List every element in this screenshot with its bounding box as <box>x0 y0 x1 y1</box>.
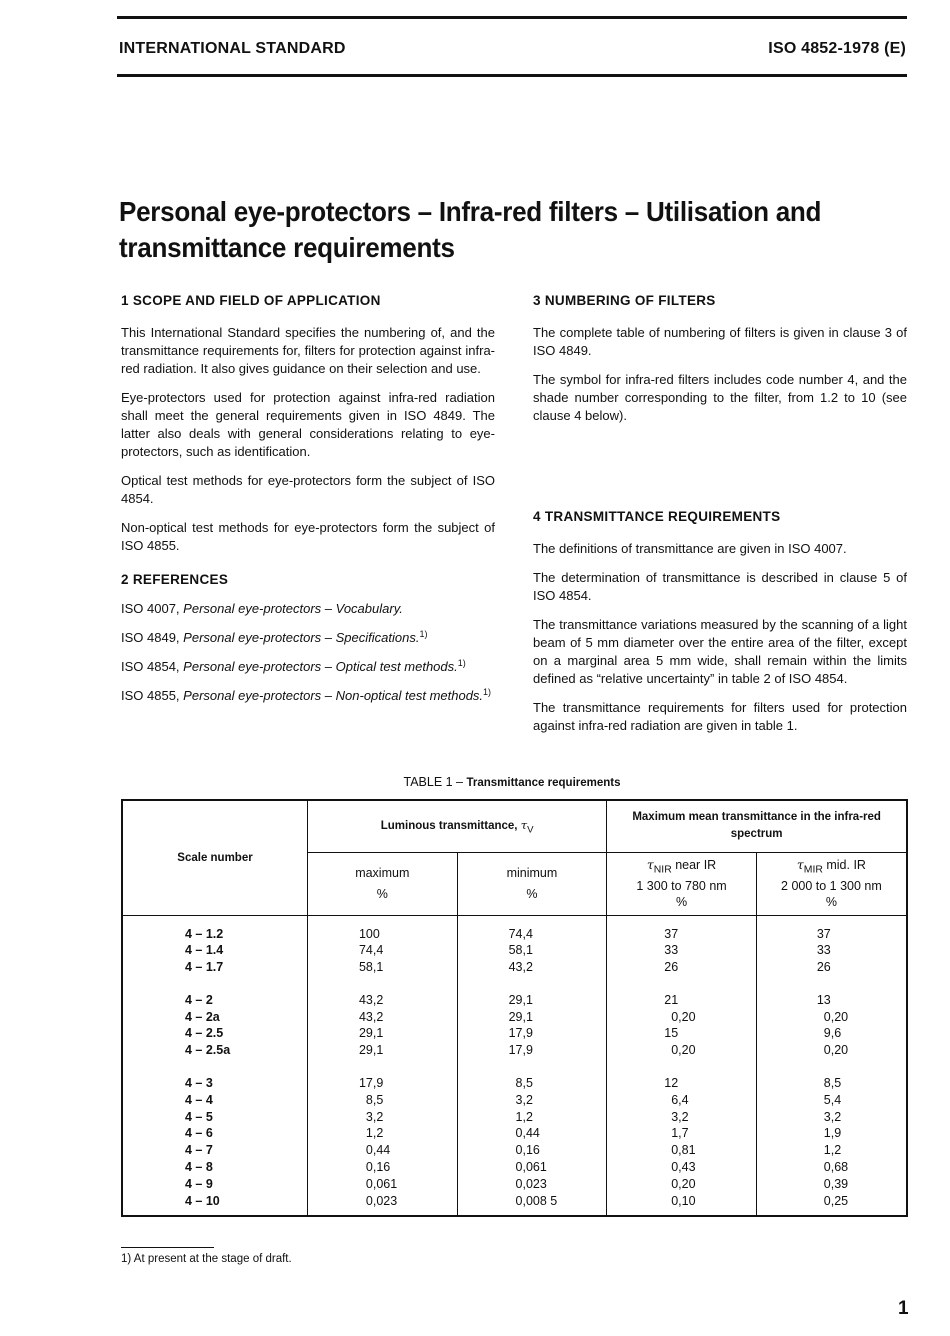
mid-ir-cell: 5,4 <box>816 1092 842 1107</box>
section-3-para-1: The complete table of numbering of filters is given in clause 3 of ISO 4849. <box>533 325 907 358</box>
minimum-label: minimum <box>506 865 558 880</box>
header-rule-bottom <box>117 74 907 77</box>
mid-ir-cell: 9,6 <box>816 1026 842 1041</box>
near-ir-cell: 0,43 <box>664 1160 696 1175</box>
maximum-cell: 0,44 <box>358 1143 391 1158</box>
reference-title: Personal eye-protectors – Non-optical test methods. <box>183 688 484 703</box>
mid-ir-cell: 3,2 <box>816 1109 842 1124</box>
percent-unit: % <box>376 886 388 901</box>
maximum-label: maximum <box>355 865 410 880</box>
near-ir-label: near IR <box>675 857 717 872</box>
section-2-heading: 2 REFERENCES <box>121 572 229 587</box>
group-spacer <box>359 1059 457 1075</box>
maximum-cell: 29,1 <box>358 1026 384 1041</box>
scale-number-cell: 4 – 2 <box>185 992 213 1007</box>
mid-ir-cell: 0,20 <box>816 1043 849 1058</box>
document-title: Personal eye-protectors – Infra-red filters – Utilisation and transmittance requirements <box>119 196 822 263</box>
reference-number: ISO 4849, <box>121 630 180 645</box>
section-1-para-3: Optical test methods for eye-protectors form the subject of ISO 4854. <box>121 473 495 506</box>
near-ir-cell: 0,20 <box>664 1009 696 1024</box>
transmittance-table <box>121 799 908 1217</box>
section-3-heading: 3 NUMBERING OF FILTERS <box>533 293 716 308</box>
luminous-label: Luminous transmittance, <box>380 819 518 832</box>
near-ir-cell: 33 <box>664 943 679 958</box>
scale-number-cell: 4 – 5 <box>185 1109 213 1124</box>
scale-number-cell: 4 – 10 <box>185 1193 220 1208</box>
header-rule-top <box>117 16 907 19</box>
near-ir-cell: 0,81 <box>664 1143 696 1158</box>
maximum-cell: 0,16 <box>358 1160 391 1175</box>
reference-number: ISO 4855, <box>121 688 180 703</box>
reference-item <box>121 687 495 705</box>
near-ir-column <box>607 915 757 1216</box>
maximum-cell: 8,5 <box>358 1092 384 1107</box>
scale-column <box>122 915 307 1216</box>
maximum-column <box>307 915 457 1216</box>
table-caption <box>0 775 950 789</box>
footnote-marker: 1) <box>483 687 492 697</box>
section-3-para-2: The symbol for infra-red filters includes code number 4, and the shade number corresponding to the filter, from 1.2 to 10 (see clause 4 below). <box>533 372 907 423</box>
section-1-heading: 1 SCOPE AND FIELD OF APPLICATION <box>121 293 381 308</box>
near-ir-cell: 21 <box>664 992 679 1007</box>
reference-title: Personal eye-protectors – Vocabulary. <box>183 601 403 616</box>
section-4-para-1: The definitions of transmittance are given in ISO 4007. <box>533 541 847 556</box>
minimum-cell: 0,008 5 <box>508 1193 558 1208</box>
header-right: ISO 4852-1978 (E) <box>768 40 906 57</box>
maximum-cell: 1,2 <box>358 1126 384 1141</box>
near-ir-cell: 1,7 <box>664 1126 689 1141</box>
minimum-cell: 1,2 <box>508 1109 533 1124</box>
left-column <box>121 292 495 705</box>
reference-title: Personal eye-protectors – Optical test methods. <box>183 659 458 674</box>
near-ir-range: 1 300 to 780 nm <box>636 879 727 894</box>
footnote-marker: 1) <box>457 658 466 668</box>
reference-number: ISO 4007, <box>121 601 180 616</box>
header-left: INTERNATIONAL STANDARD <box>119 40 346 57</box>
reference-item <box>121 629 495 647</box>
percent-unit: % <box>526 886 538 901</box>
scale-number-cell: 4 – 2.5a <box>185 1043 231 1058</box>
reference-item <box>121 600 495 618</box>
mid-ir-cell: 0,39 <box>816 1176 849 1191</box>
mid-ir-cell: 37 <box>816 926 831 941</box>
group-spacer <box>185 1059 307 1075</box>
group-spacer <box>359 976 457 992</box>
near-ir-cell: 3,2 <box>664 1109 689 1124</box>
reference-title: Personal eye-protectors – Specifications. <box>183 630 420 645</box>
near-ir-cell: 26 <box>664 960 679 975</box>
group-spacer <box>509 1059 607 1075</box>
maximum-cell: 43,2 <box>358 992 384 1007</box>
near-ir-cell: 37 <box>664 926 679 941</box>
minimum-cell: 43,2 <box>508 960 533 975</box>
maximum-cell: 0,061 <box>358 1176 398 1191</box>
mid-ir-cell: 26 <box>816 960 831 975</box>
scale-number-cell: 4 – 6 <box>185 1126 213 1141</box>
maximum-cell: 0,023 <box>358 1193 398 1208</box>
footnote: 1) At present at the stage of draft. <box>121 1253 292 1265</box>
maximum-cell: 100 <box>358 926 380 941</box>
page-number: 1 <box>898 1298 909 1319</box>
table-caption-title: Transmittance requirements <box>466 777 621 789</box>
col-near-ir <box>607 852 757 915</box>
col-minimum <box>457 852 607 915</box>
maximum-cell: 43,2 <box>358 1009 384 1024</box>
mid-ir-cell: 33 <box>816 943 831 958</box>
mid-ir-range: 2 000 to 1 300 nm <box>781 879 882 894</box>
minimum-cell: 58,1 <box>508 943 533 958</box>
footnote-rule <box>121 1247 214 1248</box>
maximum-cell: 17,9 <box>358 1076 384 1091</box>
mid-ir-column <box>756 915 907 1216</box>
minimum-cell: 17,9 <box>508 1026 533 1041</box>
mid-ir-cell: 0,20 <box>816 1009 849 1024</box>
scale-number-cell: 4 – 4 <box>185 1092 213 1107</box>
tau-symbol: τ <box>520 817 528 832</box>
minimum-cell: 74,4 <box>508 926 533 941</box>
scale-number-cell: 4 – 3 <box>185 1076 213 1091</box>
mid-ir-cell: 0,25 <box>816 1193 849 1208</box>
right-column-bottom <box>533 508 907 735</box>
scale-number-cell: 4 – 1.2 <box>185 926 224 941</box>
section-4-para-3: The transmittance variations measured by the scanning of a light beam of 5 mm diameter over the entire area of the filter, except on a marginal area 5 mm wide, shall remain within the limits defined as “relative uncertainty” in table 2 of ISO 4854. <box>533 617 907 686</box>
scale-number-cell: 4 – 8 <box>185 1160 213 1175</box>
footnote-marker: 1) <box>419 629 428 639</box>
near-ir-cell: 15 <box>664 1026 679 1041</box>
near-ir-cell: 12 <box>664 1076 679 1091</box>
col-scale-number: Scale number <box>122 800 307 915</box>
scale-number-cell: 4 – 2a <box>185 1009 220 1024</box>
minimum-cell: 8,5 <box>508 1076 533 1091</box>
mid-ir-cell: 0,68 <box>816 1160 849 1175</box>
scale-number-cell: 4 – 9 <box>185 1176 213 1191</box>
section-1-para-2: Eye-protectors used for protection against infra-red radiation shall meet the general requirements given in ISO 4849. The latter also deals with general considerations relating to eye-protectors, such as identification. <box>121 390 495 459</box>
minimum-cell: 29,1 <box>508 1009 533 1024</box>
minimum-cell: 29,1 <box>508 992 533 1007</box>
section-4-heading: 4 TRANSMITTANCE REQUIREMENTS <box>533 509 781 524</box>
scale-number-cell: 4 – 7 <box>185 1143 213 1158</box>
mid-ir-label: mid. IR <box>826 857 866 872</box>
col-luminous-transmittance <box>307 800 606 852</box>
tau-symbol: τ <box>646 856 654 872</box>
scale-number-cell: 4 – 1.7 <box>185 960 224 975</box>
group-spacer <box>664 976 756 992</box>
minimum-cell: 0,061 <box>508 1160 547 1175</box>
minimum-cell: 0,44 <box>508 1126 540 1141</box>
group-spacer <box>817 976 906 992</box>
group-spacer <box>185 976 307 992</box>
near-ir-cell: 6,4 <box>664 1092 689 1107</box>
near-ir-cell: 0,20 <box>664 1043 696 1058</box>
col-max-mean-transmittance <box>607 800 907 852</box>
percent-unit: % <box>825 895 837 910</box>
minimum-cell: 3,2 <box>508 1092 533 1107</box>
maximum-cell: 29,1 <box>358 1043 384 1058</box>
minimum-cell: 0,023 <box>508 1176 547 1191</box>
group-spacer <box>664 1059 756 1075</box>
near-ir-cell: 0,10 <box>664 1193 696 1208</box>
section-1-para-4: Non-optical test methods for eye-protectors form the subject of ISO 4855. <box>121 520 495 553</box>
col-mid-ir <box>756 852 907 915</box>
mid-ir-cell: 1,2 <box>816 1143 842 1158</box>
col-maximum <box>307 852 457 915</box>
minimum-cell: 0,16 <box>508 1143 540 1158</box>
mid-ir-cell: 8,5 <box>816 1076 842 1091</box>
tau-symbol: τ <box>796 856 804 872</box>
reference-number: ISO 4854, <box>121 659 180 674</box>
scale-number-cell: 4 – 2.5 <box>185 1026 224 1041</box>
maximum-cell: 3,2 <box>358 1109 384 1124</box>
nir-subscript: NIR <box>653 864 672 876</box>
minimum-column <box>457 915 607 1216</box>
right-column-top <box>533 292 907 425</box>
max-mean-label: Maximum mean transmittance in the infra-red spectrum <box>632 811 881 841</box>
near-ir-cell: 0,20 <box>664 1176 696 1191</box>
scale-number-cell: 4 – 1.4 <box>185 943 224 958</box>
group-spacer <box>509 976 607 992</box>
section-4-para-2: The determination of transmittance is described in clause 5 of ISO 4854. <box>533 570 907 603</box>
mid-ir-cell: 1,9 <box>816 1126 842 1141</box>
mid-ir-cell: 13 <box>816 992 831 1007</box>
percent-unit: % <box>675 895 688 910</box>
maximum-cell: 74,4 <box>358 943 384 958</box>
maximum-cell: 58,1 <box>358 960 384 975</box>
minimum-cell: 17,9 <box>508 1043 533 1058</box>
mir-subscript: MIR <box>803 864 823 876</box>
section-4-para-4: The transmittance requirements for filters used for protection against infra-red radiation are given in table 1. <box>533 700 907 733</box>
reference-item <box>121 658 495 676</box>
group-spacer <box>817 1059 906 1075</box>
section-1-para-1: This International Standard specifies the numbering of, and the transmittance requirements for, filters for protection against infra-red radiation. It also gives guidance on their selection and use. <box>121 325 495 376</box>
tau-subscript: V <box>527 823 534 835</box>
table-caption-prefix: TABLE 1 – <box>403 775 467 789</box>
